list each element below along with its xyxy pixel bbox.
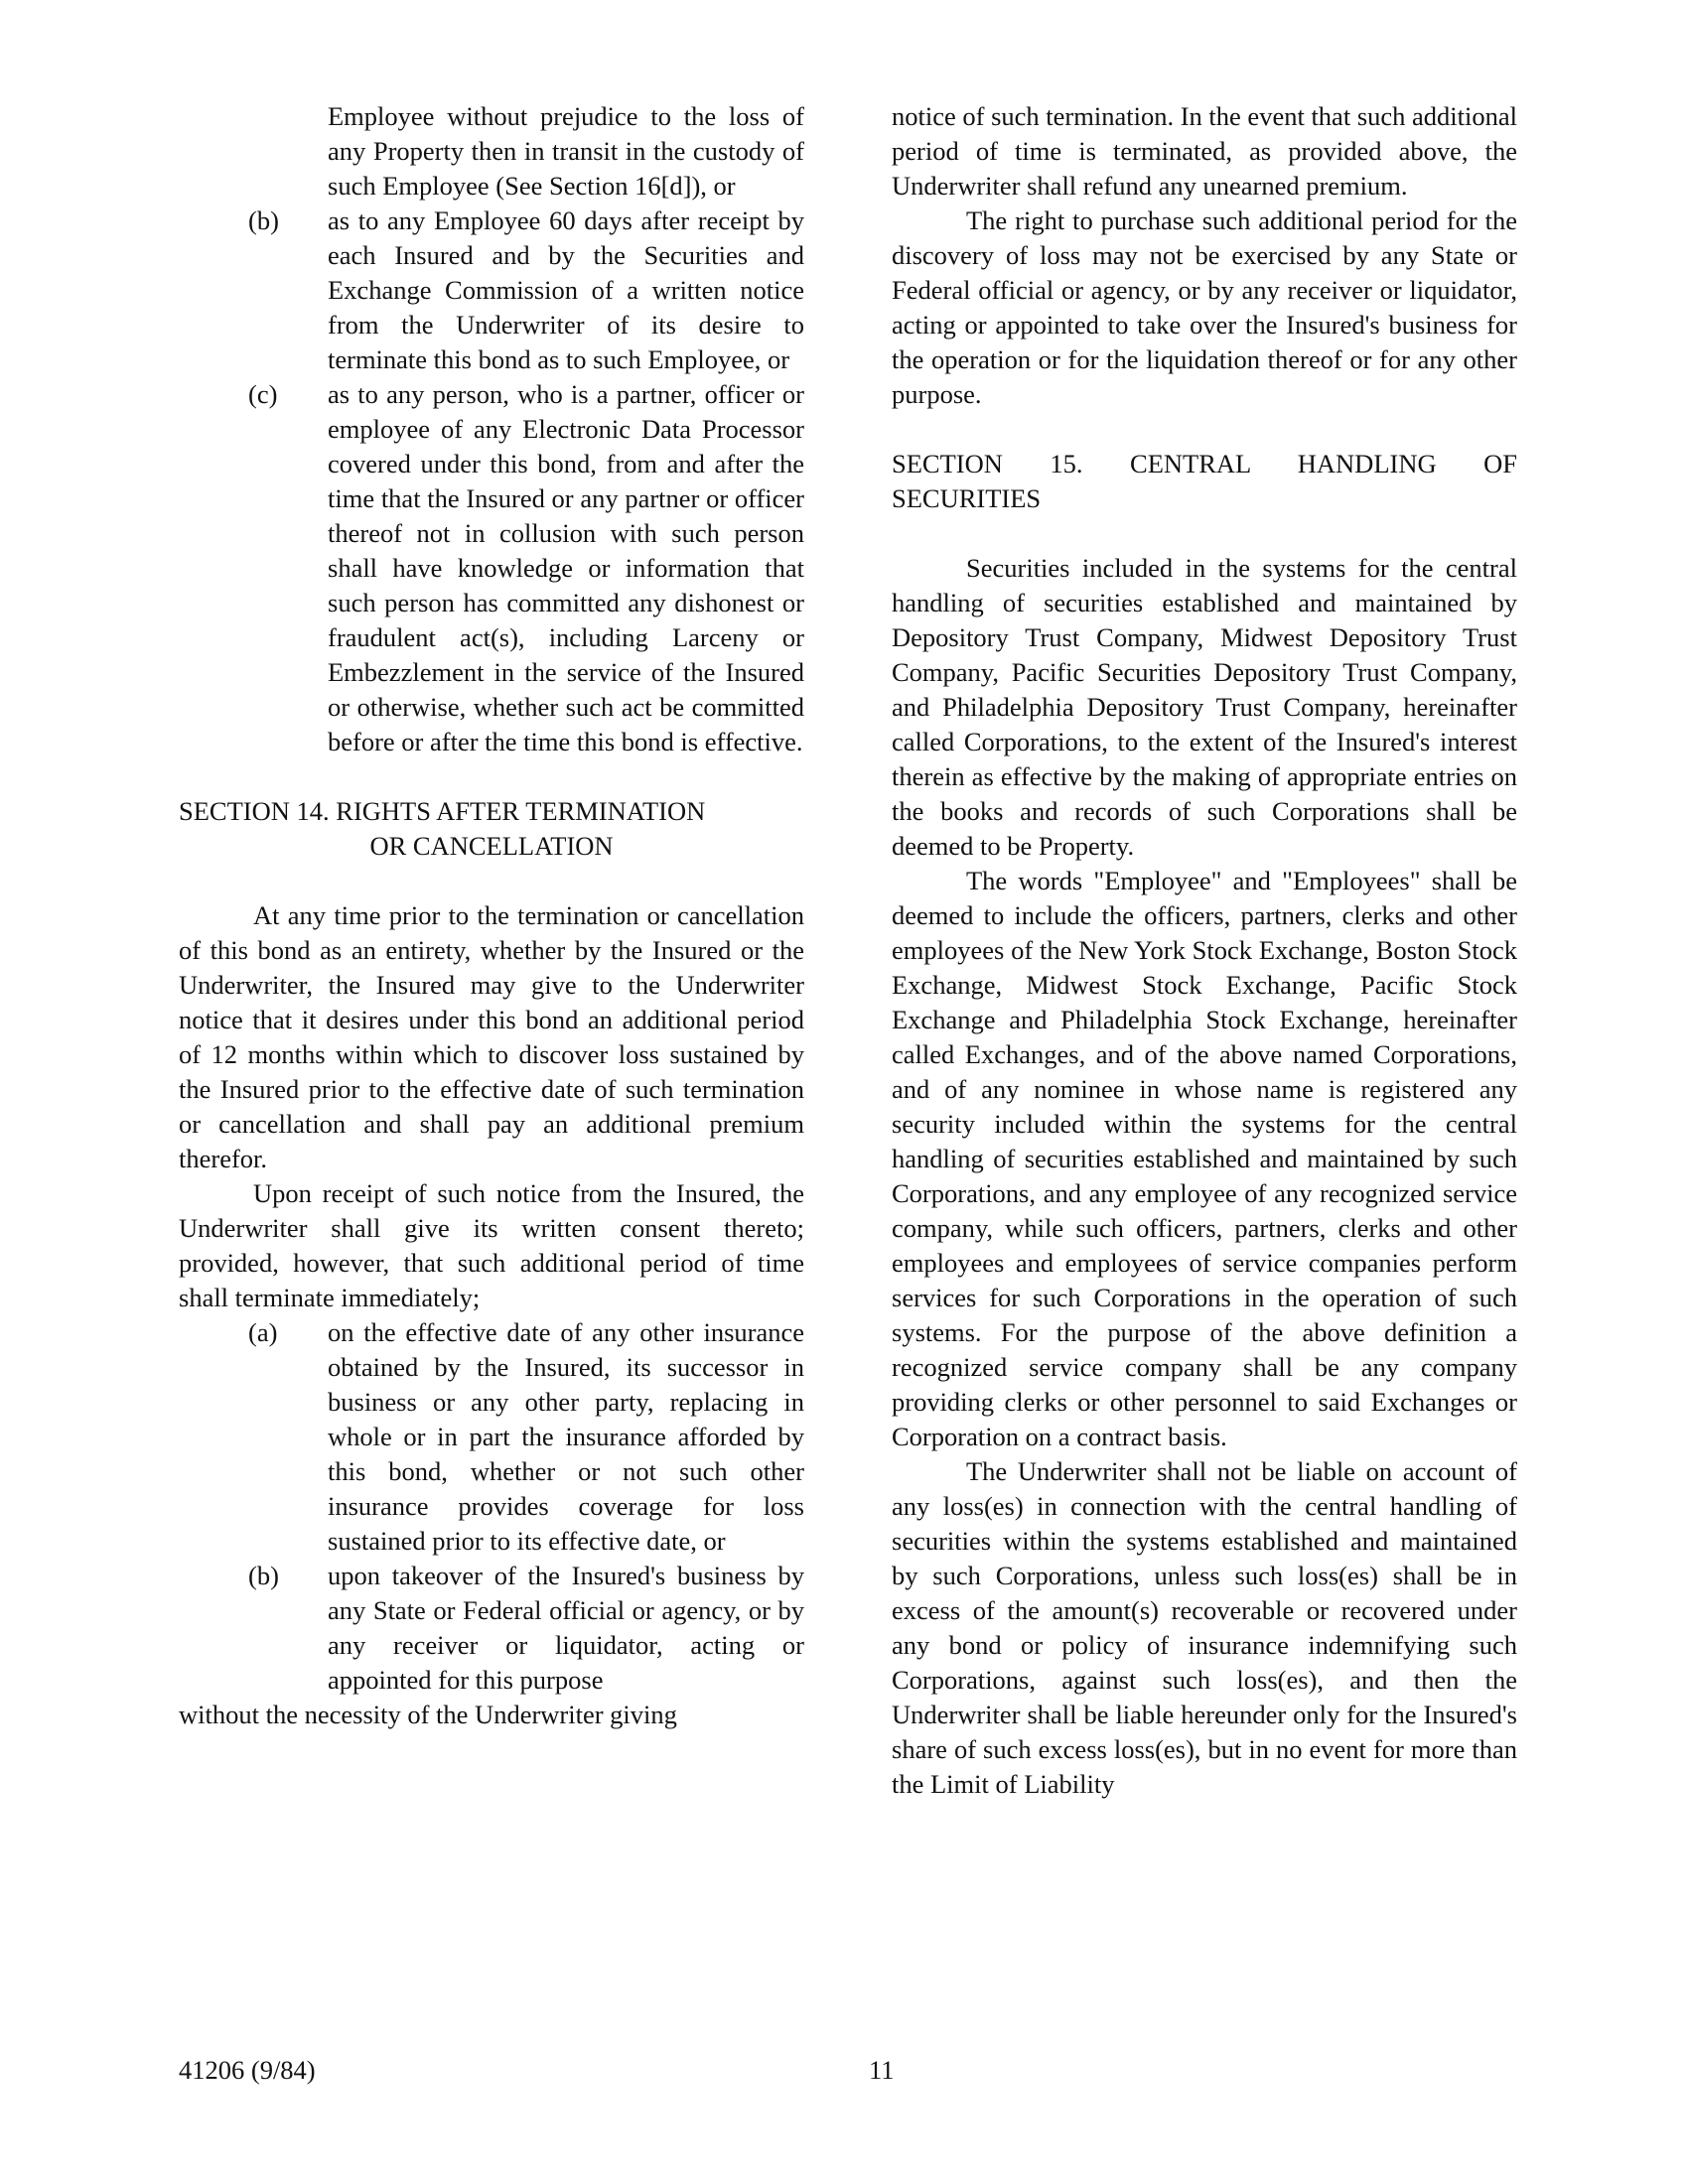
section-14-title-line2: OR CANCELLATION	[369, 831, 614, 861]
clause-label: (a)	[248, 1317, 278, 1347]
paragraph: At any time prior to the termination or cancellation of this bond as an entirety, whether by the Insured or the Underwriter, the Insured may give to the Underwriter notice that it desires under this bond an additional period of 12 months within which to discover loss sustained by the Insured prior to the effective date of such termination or cancellation and shall pay an additional premium therefor.	[179, 900, 804, 1173]
clause-c	[179, 377, 804, 759]
paragraph: The Underwriter shall not be liable on account of any loss(es) in connection with the central handling of securities within the systems established and maintained by such Corporations, unless such loss(es) shall be in excess of the amount(s) recoverable or recovered under any bond or policy of insurance indemnifying such Corporations, against such loss(es), and then the Underwriter shall be liable hereunder only for the Insured's share of such excess loss(es), but in no event for more than the Limit of Liability	[892, 1456, 1517, 1799]
clause-b	[179, 1559, 804, 1698]
clause-text: upon takeover of the Insured's business by any State or Federal official or agency, or by any receiver or liquidator, acting or appointed for this purpose	[328, 1561, 804, 1695]
continued-clause-a: Employee without prejudice to the loss of any Property then in transit in the custody of such Employee (See Section 16[d]), or	[328, 101, 804, 201]
paragraph: Securities included in the systems for the central handling of securities established and maintained by Depository Trust Company, Midwest Depository Trust Company, Pacific Securities Depository Trust Company, and Philadelphia Depository Trust Company, hereinafter called Corporations, to the extent of the Insured's interest therein as effective by the making of appropriate entries on the books and records of such Corporations shall be deemed to be Property.	[892, 553, 1517, 861]
paragraph-tail: without the necessity of the Underwriter giving	[179, 1700, 677, 1729]
left-column	[179, 99, 804, 1732]
paragraph: notice of such termination. In the event that such additional period of time is terminated, as provided above, the Underwriter shall refund any unearned premium.	[892, 101, 1517, 201]
clause-a	[179, 1315, 804, 1559]
clause-label: (b)	[248, 1561, 279, 1590]
section-15-title-line2: SECURITIES	[892, 483, 1042, 513]
clause-text: as to any person, who is a partner, officer or employee of any Electronic Data Processor covered under this bond, from and after the time that the Insured or any partner or officer thereof not in collusion with such person shall have knowledge or information that such person has committed any dishonest or fraudulent act(s), including Larceny or Embezzlement in the service of the Insured or otherwise, whether such act be committed before or after the time this bond is effective.	[328, 379, 804, 756]
form-number: 41206 (9/84)	[179, 2055, 316, 2085]
section-15-title: SECTION 15. CENTRAL HANDLING OF	[892, 449, 1517, 478]
paragraph: The right to purchase such additional period for the discovery of loss may not be exercised by any State or Federal official or agency, or by any receiver or liquidator, acting or appointed to take over the Insured's business for the operation or for the liquidation thereof or for any other purpose.	[892, 205, 1517, 409]
right-column	[892, 99, 1517, 1802]
paragraph: Upon receipt of such notice from the Insured, the Underwriter shall give its written consent thereto; provided, however, that such additional period of time shall terminate immediately;	[179, 1178, 804, 1312]
paragraph: The words "Employee" and "Employees" shall be deemed to include the officers, partners, clerks and other employees of the New York Stock Exchange, Boston Stock Exchange, Midwest Stock Exchange, Pacific Stock Exchange and Philadelphia Stock Exchange, hereinafter called Exchanges, and of the above named Corporations, and of any nominee in whose name is registered any security included within the systems for the central handling of securities established and maintained by such Corporations, and any employee of any recognized service company, while such officers, partners, clerks and other employees and employees of service companies perform services for such Corporations in the operation of such systems. For the purpose of the above definition a recognized service company shall be any company providing clerks or other personnel to said Exchanges or Corporation on a contract basis.	[892, 866, 1517, 1451]
clause-label: (c)	[248, 379, 278, 409]
clause-text: on the effective date of any other insurance obtained by the Insured, its successor in business or any other party, replacing in whole or in part the insurance afforded by this bond, whether or not such other insurance provides coverage for loss sustained prior to its effective date, or	[328, 1317, 804, 1556]
clause-label: (b)	[248, 205, 279, 235]
clause-text: as to any Employee 60 days after receipt by each Insured and by the Securities and Exchange Commission of a written notice from the Underwriter of its desire to terminate this bond as to such Employee, or	[328, 205, 804, 374]
page-number: 11	[869, 2055, 895, 2085]
clause-b	[179, 204, 804, 377]
section-14-title: SECTION 14. RIGHTS AFTER TERMINATION	[179, 796, 706, 826]
